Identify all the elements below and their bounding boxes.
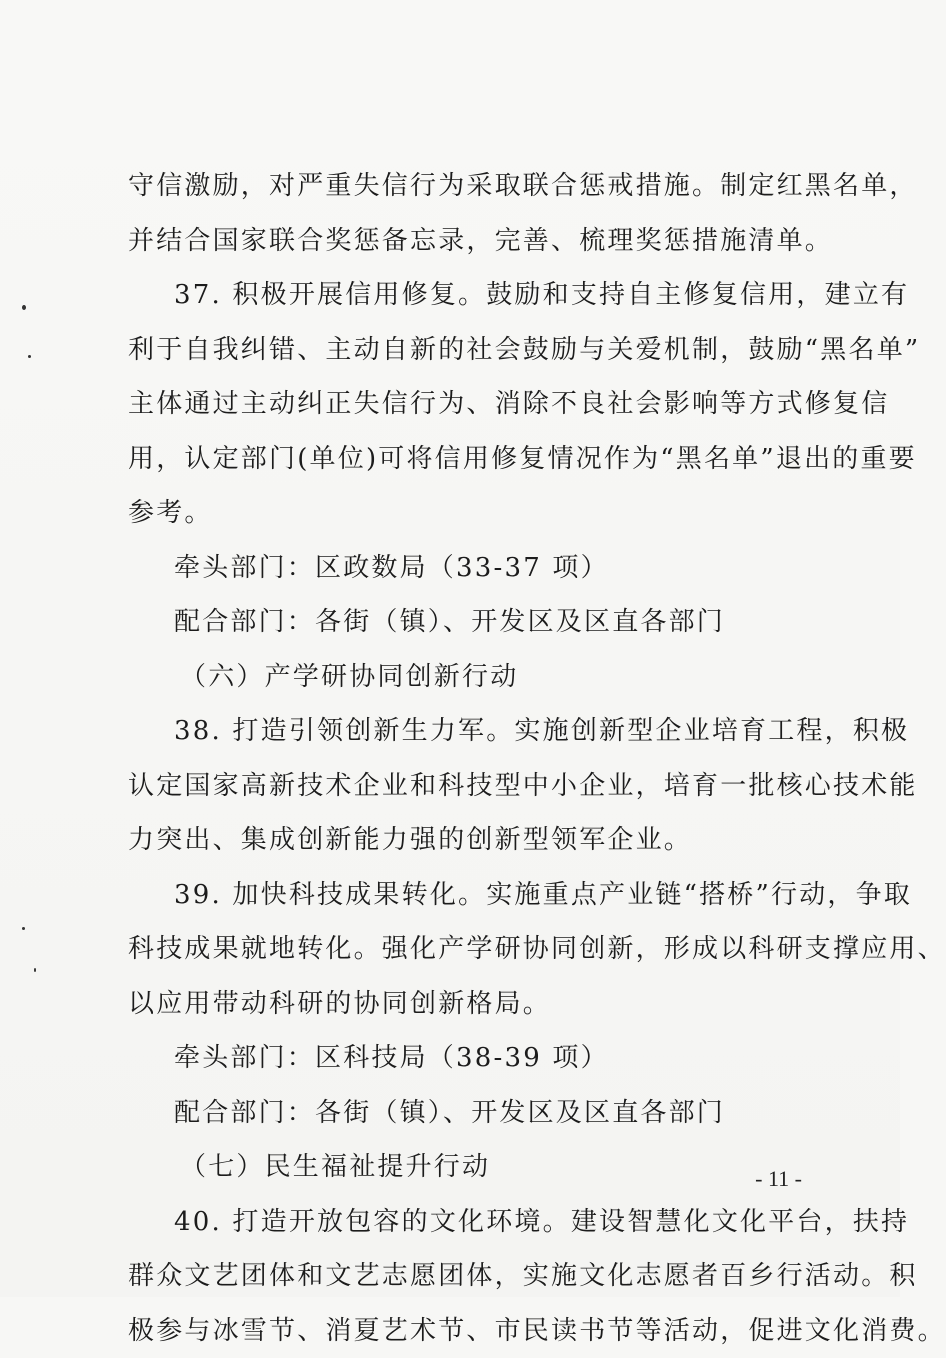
scan-speck bbox=[28, 355, 31, 358]
text-line: 40. 打造开放包容的文化环境。建设智慧化文化平台，扶持 bbox=[128, 1195, 800, 1250]
text-line: 38. 打造引领创新生力军。实施创新型企业培育工程，积极 bbox=[128, 704, 800, 759]
section-heading: （六）产学研协同创新行动 bbox=[128, 650, 800, 705]
text-line: 并结合国家联合奖惩备忘录，完善、梳理奖惩措施清单。 bbox=[128, 214, 800, 269]
text-line: 主体通过主动纠正失信行为、消除不良社会影响等方式修复信 bbox=[128, 377, 800, 432]
text-line: 科技成果就地转化。强化产学研协同创新，形成以科研支撑应用、 bbox=[128, 922, 800, 977]
text-line: 守信激励，对严重失信行为采取联合惩戒措施。制定红黑名单， bbox=[128, 159, 800, 214]
document-body bbox=[128, 159, 800, 1358]
lead-department-line: 牵头部门：区政数局（33-37 项） bbox=[128, 541, 800, 596]
section-heading: （七）民生福祉提升行动 bbox=[128, 1140, 800, 1195]
text-line: 用，认定部门(单位)可将信用修复情况作为“黑名单”退出的重要 bbox=[128, 432, 800, 487]
text-line: 以应用带动科研的协同创新格局。 bbox=[128, 977, 800, 1032]
support-department-line: 配合部门：各街（镇）、开发区及区直各部门 bbox=[128, 1086, 800, 1141]
text-line: 利于自我纠错、主动自新的社会鼓励与关爱机制，鼓励“黑名单” bbox=[128, 323, 800, 378]
text-line: 认定国家高新技术企业和科技型中小企业，培育一批核心技术能 bbox=[128, 759, 800, 814]
scan-speck bbox=[22, 927, 25, 930]
support-department-line: 配合部门：各街（镇）、开发区及区直各部门 bbox=[128, 595, 800, 650]
scan-speck bbox=[22, 305, 26, 310]
scan-speck bbox=[34, 968, 36, 972]
text-line: 力突出、集成创新能力强的创新型领军企业。 bbox=[128, 813, 800, 868]
text-line: 39. 加快科技成果转化。实施重点产业链“搭桥”行动，争取 bbox=[128, 868, 800, 923]
text-line: 参考。 bbox=[128, 486, 800, 541]
text-line: 群众文艺团体和文艺志愿团体，实施文化志愿者百乡行活动。积 bbox=[128, 1249, 800, 1304]
page-number: - 11 - bbox=[755, 1166, 802, 1192]
lead-department-line: 牵头部门：区科技局（38-39 项） bbox=[128, 1031, 800, 1086]
text-line: 37. 积极开展信用修复。鼓励和支持自主修复信用，建立有 bbox=[128, 268, 800, 323]
text-line: 极参与冰雪节、消夏艺术节、市民读书节等活动，促进文化消费。 bbox=[128, 1304, 800, 1358]
